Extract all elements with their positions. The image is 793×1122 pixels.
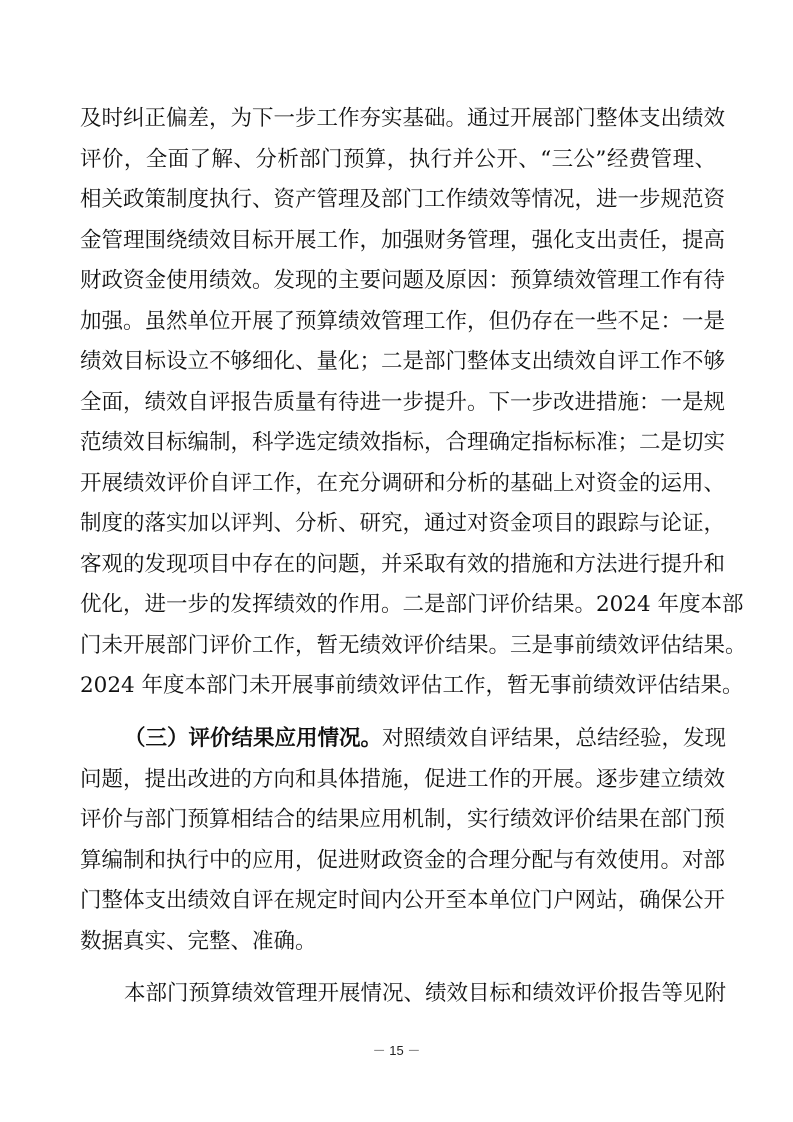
section-heading: （三）评价结果应用情况。 <box>124 726 383 751</box>
text-line: 2024 年度本部门未开展事前绩效评估工作，暂无事前绩效评估结果。 <box>80 673 744 698</box>
text-line: 范绩效目标编制，科学选定绩效指标，合理确定指标标准；二是切实 <box>80 430 726 455</box>
text-line: 制度的落实加以评判、分析、研究，通过对资金项目的跟踪与论证， <box>80 511 726 536</box>
text-line: 财政资金使用绩效。发现的主要问题及原因：预算绩效管理工作有待 <box>80 268 726 293</box>
text-line: 问题，提出改进的方向和具体措施，促进工作的开展。逐步建立绩效 <box>80 766 726 792</box>
text-line: 门整体支出绩效自评在规定时间内公开至本单位门户网站，确保公开 <box>80 888 726 913</box>
text-line: 客观的发现项目中存在的问题，并采取有效的措施和方法进行提升和 <box>80 551 726 577</box>
text-line: 评价与部门预算相结合的结果应用机制，实行绩效评价结果在部门预 <box>80 807 726 832</box>
text-line: 相关政策制度执行、资产管理及部门工作绩效等情况，进一步规范资 <box>80 187 726 212</box>
text-line: 金管理围绕绩效目标开展工作，加强财务管理，强化支出责任，提高 <box>80 227 726 253</box>
text-line: 全面，绩效自评报告质量有待进一步提升。下一步改进措施：一是规 <box>80 389 726 415</box>
text-line: 及时纠正偏差，为下一步工作夯实基础。通过开展部门整体支出绩效 <box>80 106 726 131</box>
page-number: － 15 － <box>372 1043 421 1058</box>
section-heading-line <box>124 719 727 759</box>
text-line: 绩效目标设立不够细化、量化；二是部门整体支出绩效自评工作不够 <box>80 349 726 374</box>
text-line: 评价，全面了解、分析部门预算，执行并公开、“三公”经费管理、 <box>80 146 716 172</box>
text-span: 对照绩效自评结果，总结经验，发现 <box>382 726 727 751</box>
text-line: 加强。虽然单位开展了预算绩效管理工作，但仍存在一些不足：一是 <box>80 308 726 334</box>
text-line: 算编制和执行中的应用，促进财政资金的合理分配与有效使用。对部 <box>80 847 726 873</box>
text-line: 本部门预算绩效管理开展情况、绩效目标和绩效评价报告等见附 <box>124 981 727 1006</box>
text-line: 门未开展部门评价工作，暂无绩效评价结果。三是事前绩效评估结果。 <box>80 632 747 658</box>
text-line: 数据真实、完整、准确。 <box>80 928 317 954</box>
text-line: 开展绩效评价自评工作，在充分调研和分析的基础上对资金的运用、 <box>80 470 726 496</box>
text-line: 优化，进一步的发挥绩效的作用。二是部门评价结果。2024 年度本部 <box>80 592 744 617</box>
